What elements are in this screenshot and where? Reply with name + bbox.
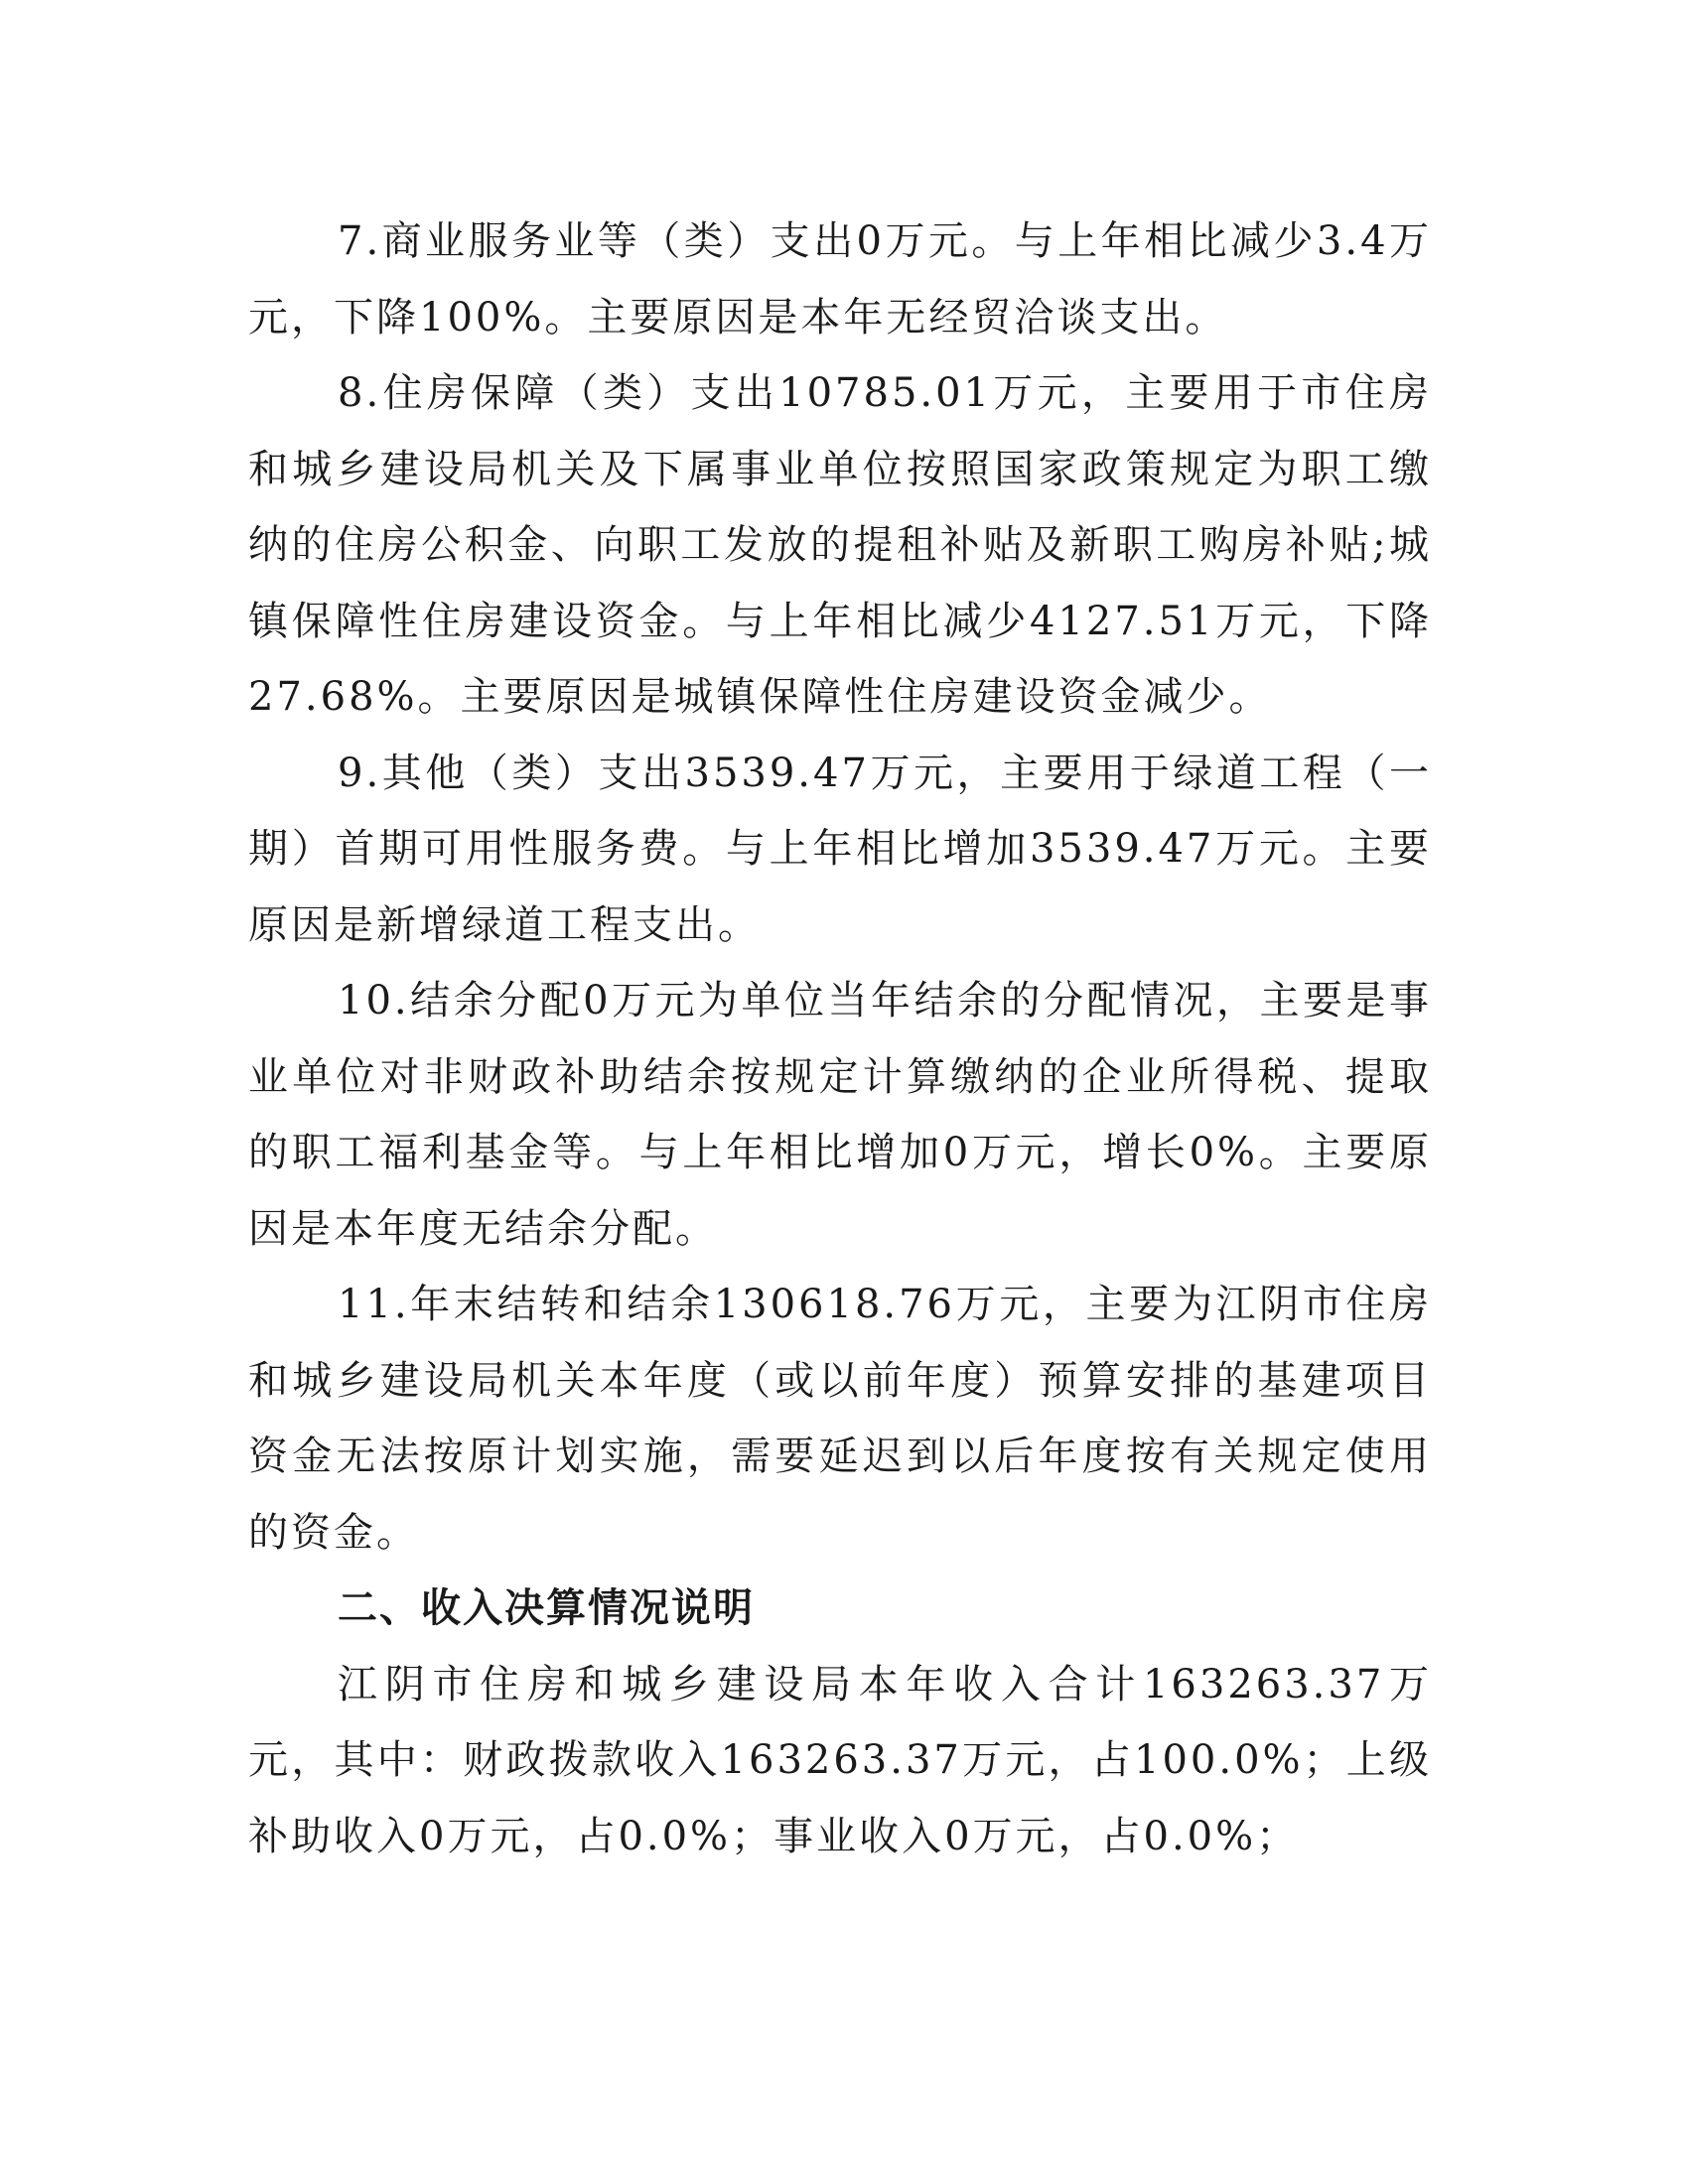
paragraph-other-expenditure: 9.其他（类）支出3539.47万元，主要用于绿道工程（一期）首期可用性服务费。与上年相比增加3539.47万元。主要原因是新增绿道工程支出。	[248, 750, 1432, 948]
paragraph-housing-security: 8.住房保障（类）支出10785.01万元，主要用于市住房和城乡建设局机关及下属事业单位按照国家政策规定为职工缴纳的住房公积金、向职工发放的提租补贴及新职工购房补贴;城镇保障性住房建设资金。与上年相比减少4127.51万元，下降27.68%。主要原因是城镇保障性住房建设资金减少。	[248, 370, 1432, 720]
paragraph-income-summary: 江阴市住房和城乡建设局本年收入合计163263.37万元，其中：财政拨款收入163263.37万元，占100.0%；上级补助收入0万元，占0.0%；事业收入0万元，占0.0%；	[248, 1661, 1432, 1859]
paragraph-surplus-distribution: 10.结余分配0万元为单位当年结余的分配情况，主要是事业单位对非财政补助结余按规定计算缴纳的企业所得税、提取的职工福利基金等。与上年相比增加0万元，增长0%。主要原因是本年度无结余分配。	[248, 978, 1432, 1252]
paragraph-year-end-carryover: 11.年末结转和结余130618.76万元，主要为江阴市住房和城乡建设局机关本年度（或以前年度）预算安排的基建项目资金无法按原计划实施，需要延迟到以后年度按有关规定使用的资金。	[248, 1282, 1432, 1556]
paragraph-commercial-services: 7.商业服务业等（类）支出0万元。与上年相比减少3.4万元，下降100%。主要原因是本年无经贸洽谈支出。	[248, 218, 1432, 341]
section-heading-income: 二、收入决算情况说明	[338, 1585, 755, 1631]
document-page	[248, 204, 1432, 1874]
